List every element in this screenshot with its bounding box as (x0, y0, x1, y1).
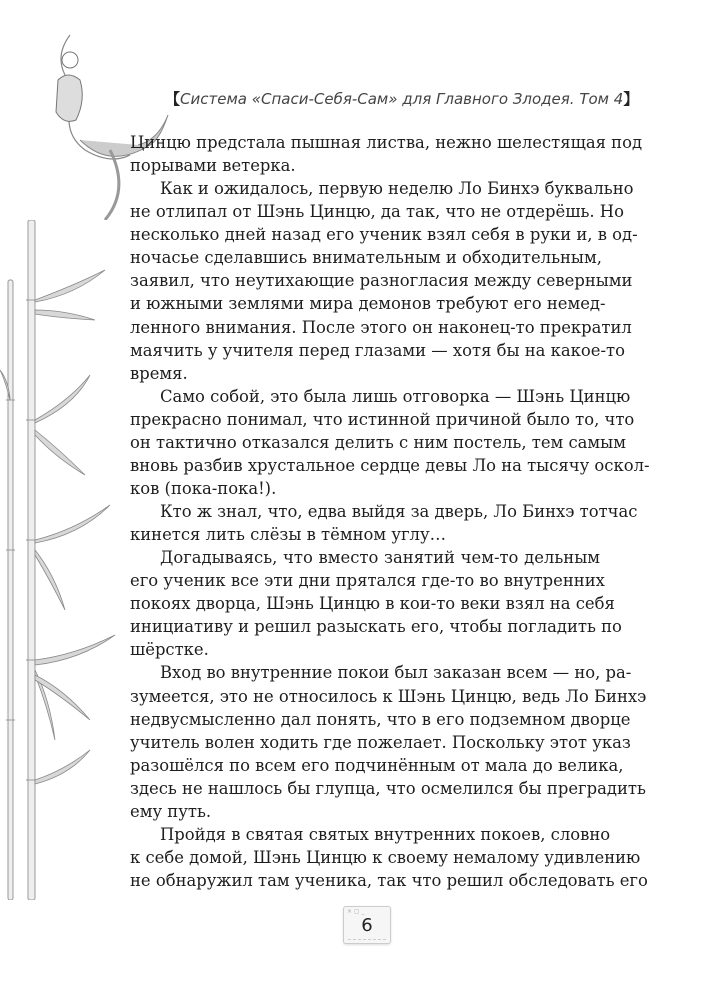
book-title: Система «Спаси-Себя-Сам» для Главного Злодея. Том 4 (180, 90, 624, 108)
text-line: не обнаружил там ученика, так что решил обследовать его (130, 871, 648, 890)
paragraph (130, 500, 638, 546)
text-line: Само собой, это была лишь отговорка — Шэнь Цинцю (160, 386, 631, 406)
text-line: покоях дворца, Шэнь Цинцю в кои-то веки взял на себя (130, 594, 615, 614)
paragraph (130, 546, 622, 661)
paragraph (130, 131, 643, 177)
page-number: 6 (361, 915, 373, 936)
paragraph (130, 661, 647, 822)
text-line: время. (130, 363, 188, 383)
text-line: он тактично отказался делить с ним постель, тем самым (130, 432, 626, 452)
text-line: вновь разбив хрустальное сердце девы Ло на тысячу оскол- (130, 455, 650, 475)
text-line: не отлипал от Шэнь Цинцю, да так, что не отдерёшь. Но (130, 202, 624, 222)
body-text (130, 131, 650, 892)
text-line: порывами ветерка. (130, 156, 296, 176)
running-head (165, 88, 638, 109)
text-line: шёрстке. (130, 640, 209, 660)
text-line: разошёлся по всем его подчинённым от мала до велика, (130, 755, 624, 775)
text-line: недвусмысленно дал понять, что в его подземном дворце (130, 709, 631, 729)
text-line: заявил, что неутихающие разногласия между северными (130, 271, 633, 291)
window-controls-icon: × ▢ _ (347, 908, 365, 915)
text-line: Как и ожидалось, первую неделю Ло Бинхэ буквально (160, 179, 634, 199)
text-line: прекрасно понимал, что истинной причиной было то, что (130, 409, 635, 429)
text-line: ему путь. (130, 801, 212, 821)
text-line: Кто ж знал, что, едва выйдя за дверь, Ло Бинхэ тотчас (160, 502, 638, 521)
text-line: зумеется, это не относилось к Шэнь Цинцю, ведь Ло Бинхэ (130, 686, 647, 706)
bamboo-illustration (0, 220, 130, 900)
divider (348, 939, 386, 940)
text-line: несколько дней назад его ученик взял себя в руки и, в од- (130, 225, 638, 245)
text-line: ночасье сделавшись внимательным и обходительным, (130, 248, 602, 268)
text-line: кинется лить слёзы в тёмном углу… (130, 525, 446, 545)
left-bracket: 【 (165, 90, 181, 108)
text-line: к себе домой, Шэнь Цинцю к своему немалому удивлению (130, 847, 641, 867)
paragraph (130, 385, 650, 500)
paragraph (130, 177, 638, 385)
text-line: его ученик все эти дни прятался где-то во внутренних (130, 571, 605, 591)
text-line: Цинцю предстала пышная листва, нежно шелестящая под (130, 133, 643, 152)
text-line: и южными землями мира демонов требуют его немед- (130, 294, 606, 314)
text-line: учитель волен ходить где пожелает. Поскольку этот указ (130, 732, 631, 752)
text-line: Догадываясь, что вместо занятий чем-то дельным (160, 548, 600, 568)
text-line: Пройдя в святая святых внутренних покоев, словно (160, 824, 611, 844)
text-line: здесь не нашлось бы глупца, что осмелился бы преградить (130, 778, 646, 798)
paragraph (130, 823, 648, 892)
right-bracket: 】 (623, 90, 639, 108)
page-number-box (343, 906, 391, 944)
text-line: ленного внимания. После этого он наконец-то прекратил (130, 317, 632, 337)
text-line: ков (пока-пока!). (130, 478, 277, 498)
text-line: маячить у учителя перед глазами — хотя бы на какое-то (130, 340, 625, 360)
text-line: инициативу и решил разыскать его, чтобы погладить по (130, 617, 622, 637)
text-line: Вход во внутренние покои был заказан всем — но, ра- (160, 663, 632, 683)
